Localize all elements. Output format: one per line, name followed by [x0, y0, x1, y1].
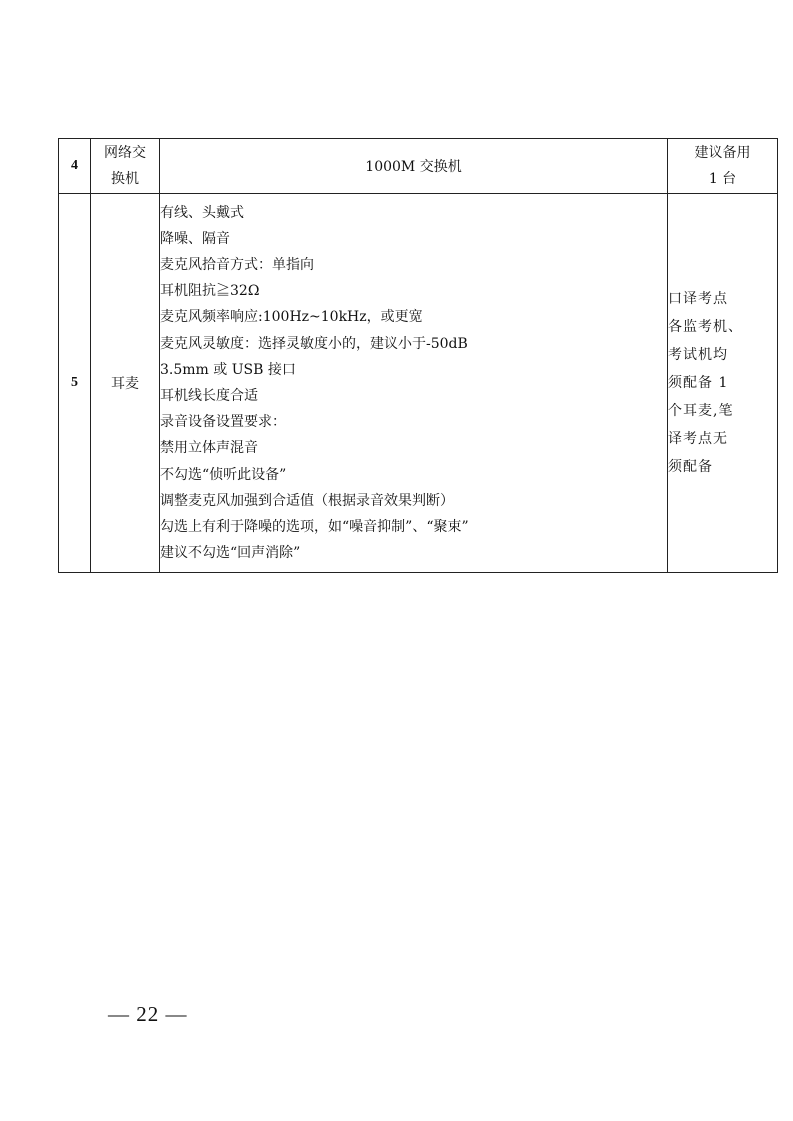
note-line: 考试机均: [668, 347, 728, 363]
note-line: 口译考点: [668, 291, 728, 307]
requirement-line: 麦克风灵敏度：选择灵敏度小的，建议小于-50dB: [160, 335, 468, 352]
requirement-line: 不勾选“侦听此设备”: [160, 466, 287, 483]
requirement-cell: [160, 194, 668, 573]
table-row: [59, 194, 778, 573]
note-cell: [668, 139, 778, 194]
requirement-line: 降噪、隔音: [160, 230, 230, 247]
requirement-line: 有线、头戴式: [160, 204, 244, 221]
note-line: 建议备用: [694, 145, 751, 161]
note-line: 各监考机、: [668, 319, 743, 335]
equipment-spec-table: [58, 138, 778, 573]
item-name-cell: 耳麦: [91, 194, 160, 573]
note-line: 1 台: [708, 171, 737, 187]
table-row: [59, 139, 778, 194]
row-number: 5: [59, 194, 91, 573]
requirement-line: 3.5mm 或 USB 接口: [160, 361, 296, 378]
requirement-line: 录音设备设置要求：: [160, 414, 286, 431]
requirement-line: 建议不勾选“回声消除”: [160, 545, 301, 562]
requirement-line: 耳机线长度合适: [160, 388, 258, 404]
note-line: 个耳麦,笔: [668, 403, 734, 419]
page-number: — 22 —: [108, 1002, 188, 1026]
item-name-line: 换机: [111, 171, 139, 187]
requirement-line: 勾选上有利于降噪的选项，如“噪音抑制”、“聚束”: [160, 519, 469, 536]
requirement-line: 禁用立体声混音: [160, 440, 258, 457]
item-name-line: 网络交: [104, 145, 146, 161]
item-name-cell: [91, 139, 160, 194]
row-number: 4: [59, 139, 91, 194]
requirement-line: 调整麦克风加强到合适值（根据录音效果判断）: [160, 492, 454, 509]
note-line: 须配备 1: [668, 375, 729, 391]
note-line: 译考点无: [668, 431, 728, 447]
note-line: 须配备: [668, 459, 713, 475]
requirement-line: 耳机阻抗≧32Ω: [160, 283, 260, 300]
requirement-line: 麦克风拾音方式：单指向: [160, 256, 314, 273]
requirement-cell: 1000M 交换机: [160, 139, 668, 194]
note-cell: [668, 194, 778, 573]
requirement-line: 麦克风频率响应:100Hz~10kHz，或更宽: [160, 309, 423, 326]
